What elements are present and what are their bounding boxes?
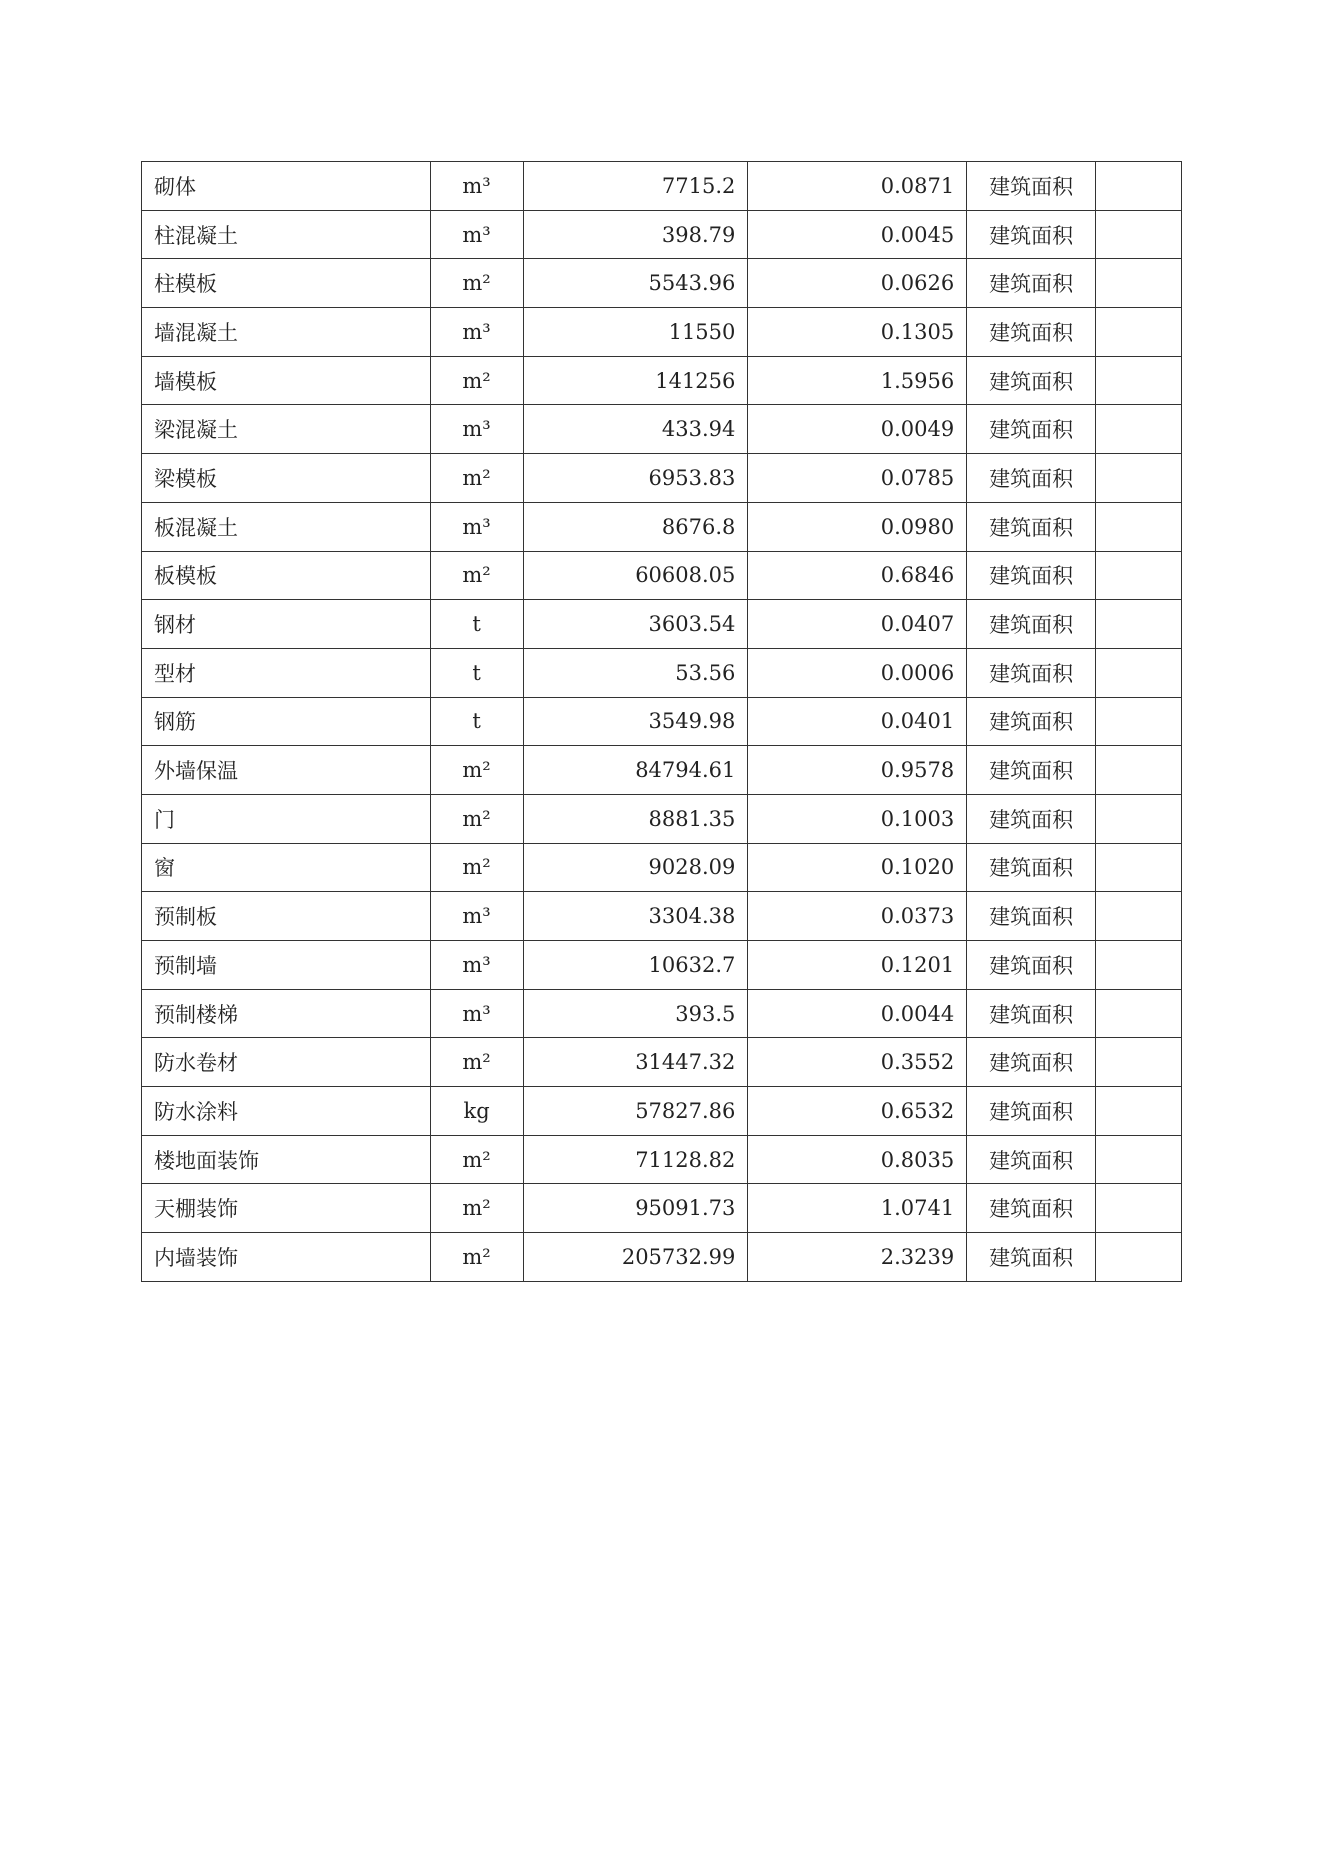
item-name-cell: 柱模板 (142, 259, 431, 308)
quantity-cell: 7715.2 (523, 162, 748, 211)
index-value-cell: 0.0980 (748, 502, 967, 551)
basis-cell: 建筑面积 (967, 989, 1096, 1038)
quantity-cell: 6953.83 (523, 454, 748, 503)
index-value-cell: 0.6846 (748, 551, 967, 600)
item-name-cell: 防水卷材 (142, 1038, 431, 1087)
remark-cell (1096, 941, 1182, 990)
table-row (142, 746, 1182, 795)
unit-cell: m² (430, 356, 523, 405)
basis-cell: 建筑面积 (967, 843, 1096, 892)
index-value-cell: 0.0006 (748, 648, 967, 697)
quantity-cell: 205732.99 (523, 1233, 748, 1282)
table-row (142, 1087, 1182, 1136)
table-row (142, 1184, 1182, 1233)
table-row (142, 1038, 1182, 1087)
index-value-cell: 0.0401 (748, 697, 967, 746)
unit-cell: m³ (430, 892, 523, 941)
table-row (142, 551, 1182, 600)
table-row (142, 794, 1182, 843)
item-name-cell: 梁模板 (142, 454, 431, 503)
index-value-cell: 1.5956 (748, 356, 967, 405)
basis-cell: 建筑面积 (967, 1038, 1096, 1087)
basis-cell: 建筑面积 (967, 1135, 1096, 1184)
unit-cell: m³ (430, 989, 523, 1038)
index-value-cell: 0.1201 (748, 941, 967, 990)
basis-cell: 建筑面积 (967, 502, 1096, 551)
item-name-cell: 窗 (142, 843, 431, 892)
remark-cell (1096, 843, 1182, 892)
basis-cell: 建筑面积 (967, 259, 1096, 308)
unit-cell: m² (430, 1184, 523, 1233)
item-name-cell: 预制楼梯 (142, 989, 431, 1038)
item-name-cell: 梁混凝土 (142, 405, 431, 454)
unit-cell: m² (430, 1038, 523, 1087)
remark-cell (1096, 1135, 1182, 1184)
remark-cell (1096, 1233, 1182, 1282)
quantity-cell: 60608.05 (523, 551, 748, 600)
basis-cell: 建筑面积 (967, 162, 1096, 211)
index-value-cell: 0.0373 (748, 892, 967, 941)
unit-cell: m³ (430, 405, 523, 454)
item-name-cell: 钢材 (142, 600, 431, 649)
index-value-cell: 0.0045 (748, 210, 967, 259)
table-row (142, 1135, 1182, 1184)
item-name-cell: 板模板 (142, 551, 431, 600)
quantity-cell: 9028.09 (523, 843, 748, 892)
index-value-cell: 0.0626 (748, 259, 967, 308)
quantity-cell: 3304.38 (523, 892, 748, 941)
basis-cell: 建筑面积 (967, 600, 1096, 649)
unit-cell: m³ (430, 308, 523, 357)
basis-cell: 建筑面积 (967, 941, 1096, 990)
quantity-cell: 3549.98 (523, 697, 748, 746)
table-row (142, 600, 1182, 649)
remark-cell (1096, 794, 1182, 843)
index-value-cell: 0.3552 (748, 1038, 967, 1087)
item-name-cell: 预制板 (142, 892, 431, 941)
index-value-cell: 0.1305 (748, 308, 967, 357)
basis-cell: 建筑面积 (967, 210, 1096, 259)
unit-cell: m² (430, 794, 523, 843)
table-row (142, 356, 1182, 405)
quantity-cell: 3603.54 (523, 600, 748, 649)
unit-cell: m² (430, 259, 523, 308)
unit-cell: m² (430, 454, 523, 503)
item-name-cell: 门 (142, 794, 431, 843)
remark-cell (1096, 1038, 1182, 1087)
index-value-cell: 0.0049 (748, 405, 967, 454)
unit-cell: m² (430, 1135, 523, 1184)
index-value-cell: 0.6532 (748, 1087, 967, 1136)
item-name-cell: 型材 (142, 648, 431, 697)
table-row (142, 843, 1182, 892)
quantity-cell: 141256 (523, 356, 748, 405)
table-row (142, 941, 1182, 990)
quantity-cell: 8676.8 (523, 502, 748, 551)
remark-cell (1096, 405, 1182, 454)
remark-cell (1096, 648, 1182, 697)
quantity-cell: 11550 (523, 308, 748, 357)
unit-cell: m³ (430, 162, 523, 211)
unit-cell: t (430, 600, 523, 649)
remark-cell (1096, 697, 1182, 746)
table-row (142, 892, 1182, 941)
remark-cell (1096, 502, 1182, 551)
index-value-cell: 0.0871 (748, 162, 967, 211)
table-row (142, 210, 1182, 259)
quantity-cell: 95091.73 (523, 1184, 748, 1233)
item-name-cell: 防水涂料 (142, 1087, 431, 1136)
index-value-cell: 2.3239 (748, 1233, 967, 1282)
unit-cell: m² (430, 843, 523, 892)
table-row (142, 1233, 1182, 1282)
table-row (142, 697, 1182, 746)
basis-cell: 建筑面积 (967, 1184, 1096, 1233)
unit-cell: t (430, 697, 523, 746)
item-name-cell: 预制墙 (142, 941, 431, 990)
unit-cell: m² (430, 551, 523, 600)
quantity-cell: 31447.32 (523, 1038, 748, 1087)
basis-cell: 建筑面积 (967, 551, 1096, 600)
item-name-cell: 墙模板 (142, 356, 431, 405)
index-value-cell: 0.0785 (748, 454, 967, 503)
unit-cell: kg (430, 1087, 523, 1136)
item-name-cell: 墙混凝土 (142, 308, 431, 357)
item-name-cell: 板混凝土 (142, 502, 431, 551)
basis-cell: 建筑面积 (967, 454, 1096, 503)
quantity-cell: 5543.96 (523, 259, 748, 308)
remark-cell (1096, 454, 1182, 503)
basis-cell: 建筑面积 (967, 1087, 1096, 1136)
quantity-cell: 393.5 (523, 989, 748, 1038)
basis-cell: 建筑面积 (967, 308, 1096, 357)
remark-cell (1096, 356, 1182, 405)
quantity-cell: 8881.35 (523, 794, 748, 843)
basis-cell: 建筑面积 (967, 405, 1096, 454)
index-value-cell: 1.0741 (748, 1184, 967, 1233)
remark-cell (1096, 259, 1182, 308)
item-name-cell: 钢筋 (142, 697, 431, 746)
basis-cell: 建筑面积 (967, 356, 1096, 405)
remark-cell (1096, 210, 1182, 259)
item-name-cell: 砌体 (142, 162, 431, 211)
quantity-table (141, 161, 1182, 1282)
quantity-cell: 433.94 (523, 405, 748, 454)
unit-cell: t (430, 648, 523, 697)
index-value-cell: 0.1003 (748, 794, 967, 843)
unit-cell: m³ (430, 941, 523, 990)
table-row (142, 454, 1182, 503)
quantity-cell: 10632.7 (523, 941, 748, 990)
table-row (142, 405, 1182, 454)
item-name-cell: 内墙装饰 (142, 1233, 431, 1282)
remark-cell (1096, 600, 1182, 649)
unit-cell: m³ (430, 210, 523, 259)
remark-cell (1096, 162, 1182, 211)
quantity-cell: 71128.82 (523, 1135, 748, 1184)
unit-cell: m² (430, 746, 523, 795)
item-name-cell: 天棚装饰 (142, 1184, 431, 1233)
table-row (142, 308, 1182, 357)
item-name-cell: 外墙保温 (142, 746, 431, 795)
quantity-cell: 57827.86 (523, 1087, 748, 1136)
quantity-cell: 398.79 (523, 210, 748, 259)
index-value-cell: 0.0407 (748, 600, 967, 649)
table-row (142, 162, 1182, 211)
remark-cell (1096, 892, 1182, 941)
remark-cell (1096, 1184, 1182, 1233)
remark-cell (1096, 746, 1182, 795)
table-row (142, 648, 1182, 697)
basis-cell: 建筑面积 (967, 1233, 1096, 1282)
table-row (142, 989, 1182, 1038)
quantity-cell: 53.56 (523, 648, 748, 697)
remark-cell (1096, 989, 1182, 1038)
item-name-cell: 楼地面装饰 (142, 1135, 431, 1184)
basis-cell: 建筑面积 (967, 746, 1096, 795)
remark-cell (1096, 551, 1182, 600)
table-row (142, 259, 1182, 308)
unit-cell: m³ (430, 502, 523, 551)
remark-cell (1096, 308, 1182, 357)
index-value-cell: 0.0044 (748, 989, 967, 1038)
basis-cell: 建筑面积 (967, 697, 1096, 746)
index-value-cell: 0.8035 (748, 1135, 967, 1184)
index-value-cell: 0.1020 (748, 843, 967, 892)
item-name-cell: 柱混凝土 (142, 210, 431, 259)
basis-cell: 建筑面积 (967, 892, 1096, 941)
quantity-cell: 84794.61 (523, 746, 748, 795)
remark-cell (1096, 1087, 1182, 1136)
basis-cell: 建筑面积 (967, 648, 1096, 697)
index-value-cell: 0.9578 (748, 746, 967, 795)
basis-cell: 建筑面积 (967, 794, 1096, 843)
table-row (142, 502, 1182, 551)
unit-cell: m² (430, 1233, 523, 1282)
